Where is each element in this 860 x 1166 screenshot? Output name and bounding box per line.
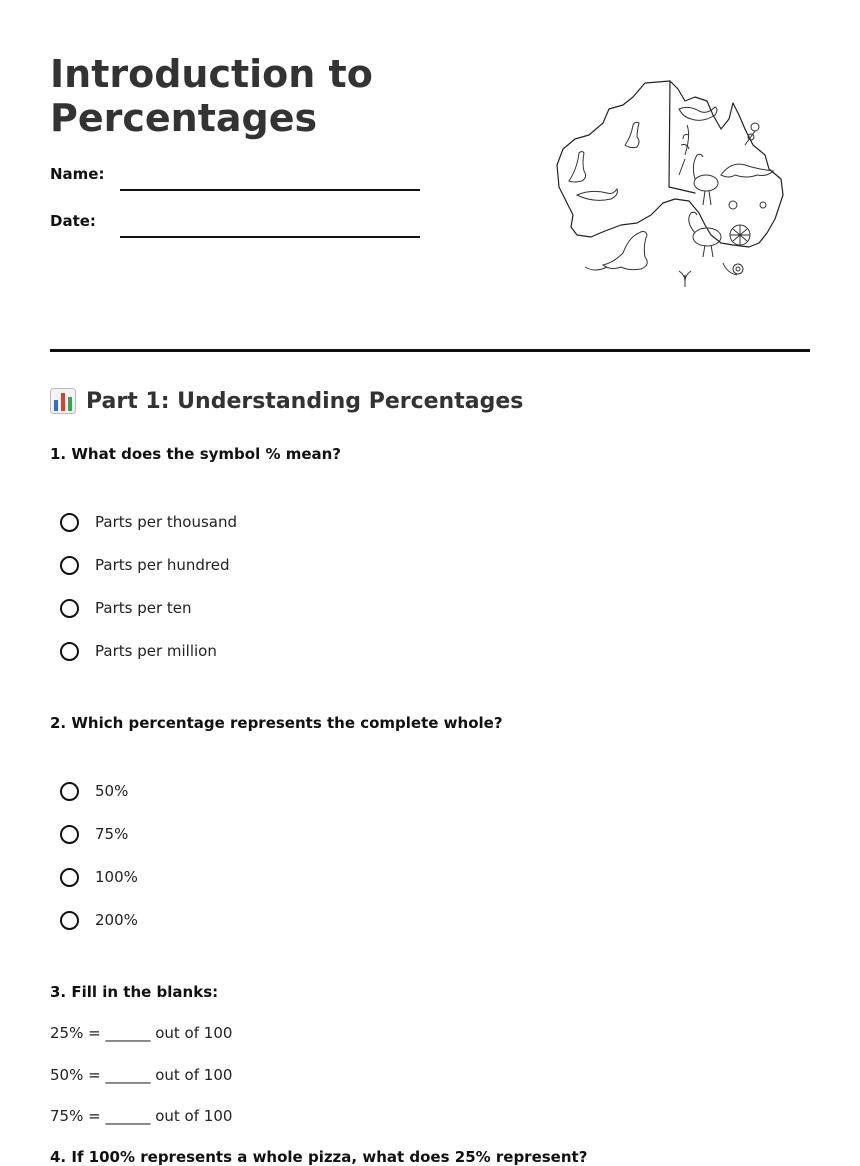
q2-option-2[interactable] bbox=[60, 821, 128, 847]
name-field[interactable] bbox=[50, 165, 420, 193]
fill-blank-1[interactable]: 25% = ______ out of 100 bbox=[50, 1024, 233, 1042]
radio-button[interactable] bbox=[60, 825, 79, 844]
q2-option-4[interactable] bbox=[60, 907, 138, 933]
section-divider bbox=[50, 349, 810, 352]
question-4: 4. If 100% represents a whole pizza, what does 25% represent? bbox=[50, 1148, 588, 1166]
option-label: 50% bbox=[95, 782, 129, 800]
question-3: 3. Fill in the blanks: bbox=[50, 983, 219, 1001]
part1-title: Part 1: Understanding Percentages bbox=[86, 388, 524, 414]
fill-blank-2[interactable]: 50% = ______ out of 100 bbox=[50, 1066, 233, 1084]
q2-option-1[interactable] bbox=[60, 778, 128, 804]
option-label: 100% bbox=[95, 868, 138, 886]
bar-chart-icon bbox=[50, 388, 76, 414]
fill-blank-3[interactable]: 75% = ______ out of 100 bbox=[50, 1107, 233, 1125]
question-2: 2. Which percentage represents the complete whole? bbox=[50, 714, 503, 732]
radio-button[interactable] bbox=[60, 642, 79, 661]
option-label: 75% bbox=[95, 825, 129, 843]
option-label: Parts per hundred bbox=[95, 556, 230, 574]
title-line-1: Introduction to bbox=[50, 52, 373, 96]
option-label: 200% bbox=[95, 911, 138, 929]
option-label: Parts per million bbox=[95, 642, 217, 660]
date-field[interactable] bbox=[50, 212, 420, 240]
australia-map-illustration bbox=[545, 75, 790, 295]
page-title bbox=[50, 52, 470, 140]
name-line[interactable] bbox=[120, 189, 420, 191]
radio-button[interactable] bbox=[60, 868, 79, 887]
radio-button[interactable] bbox=[60, 513, 79, 532]
date-line[interactable] bbox=[120, 236, 420, 238]
radio-button[interactable] bbox=[60, 782, 79, 801]
option-label: Parts per ten bbox=[95, 599, 192, 617]
q1-option-2[interactable] bbox=[60, 552, 230, 578]
radio-button[interactable] bbox=[60, 911, 79, 930]
part1-heading bbox=[50, 388, 523, 414]
q1-option-1[interactable] bbox=[60, 509, 237, 535]
question-1: 1. What does the symbol % mean? bbox=[50, 445, 342, 463]
option-label: Parts per thousand bbox=[95, 513, 237, 531]
name-label: Name: bbox=[50, 165, 105, 183]
radio-button[interactable] bbox=[60, 599, 79, 618]
title-line-2: Percentages bbox=[50, 96, 318, 140]
radio-button[interactable] bbox=[60, 556, 79, 575]
q1-option-3[interactable] bbox=[60, 595, 192, 621]
q1-option-4[interactable] bbox=[60, 638, 217, 664]
q2-option-3[interactable] bbox=[60, 864, 138, 890]
date-label: Date: bbox=[50, 212, 96, 230]
